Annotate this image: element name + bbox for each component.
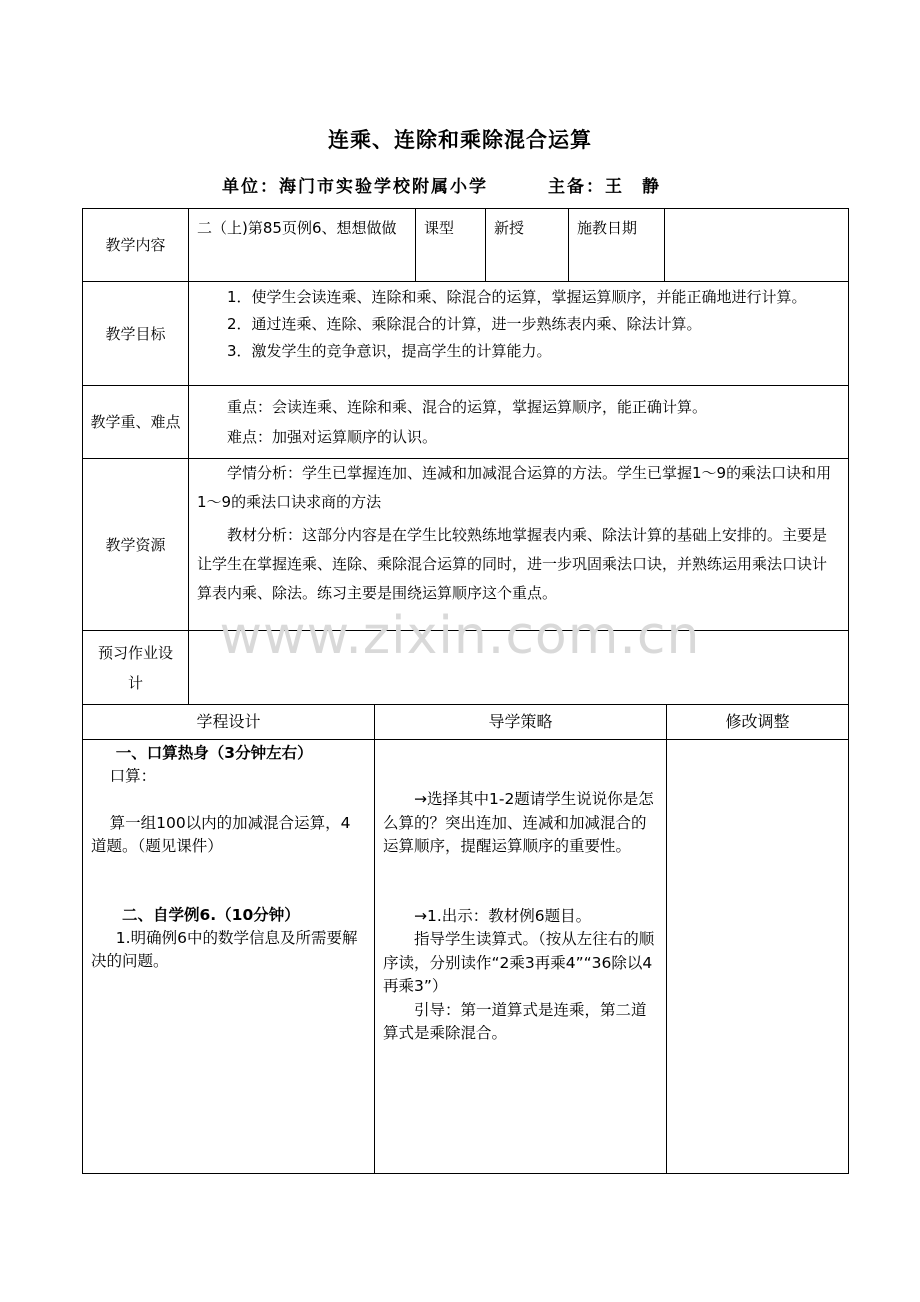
preparer-label: 主备：王 [548,177,624,197]
student-analysis: 学情分析：学生已掌握连加、连减和加减混合运算的方法。学生已掌握1～9的乘法口诀和用1～9的乘法口诀求商的方法 [197,464,832,511]
header-strategy: 导学策略 [375,705,667,740]
key-points-content [189,386,849,459]
strategy-1: →选择其中1-2题请学生说说你是怎么算的？突出连加、连减和加减混合的运算顺序，提醒运算顺序的重要性。 [383,790,654,855]
header-design: 学程设计 [83,705,375,740]
strategy-4: 引导：第一道算式是连乘，第二道算式是乘除混合。 [383,1000,647,1042]
strategy-3: 指导学生读算式。（按从左往右的顺序读，分别读作“2乘3再乘4”“36除以4再乘3”） [383,930,655,995]
strategy-column [375,740,667,1174]
resources-content [189,459,849,631]
section2-text: 1.明确例6中的数学信息及所需要解决的问题。 [91,929,358,970]
header-adjust: 修改调整 [667,705,849,740]
focus-text: 重点：会读连乘、连除和乘、混合的运算，掌握运算顺序，能正确计算。 [227,398,708,416]
preparer-name: 静 [642,177,661,197]
objectives-content [189,282,849,386]
section1-title: 一、口算热身（3分钟左右） [115,744,313,762]
strategy-2: →1.出示：教材例6题目。 [414,906,592,925]
objective-item: 1．使学生会读连乘、连除和乘、除混合的运算，掌握运算顺序，并能正确地进行计算。 [227,288,807,306]
objective-item: 2．通过连乘、连除、乘除混合的计算，进一步熟练表内乘、除法计算。 [227,315,702,333]
document-title: 连乘、连除和乘除混合运算 [328,128,592,152]
date-label: 施教日期 [569,209,665,282]
type-value: 新授 [486,209,569,282]
objectives-label: 教学目标 [83,282,189,386]
content-label: 教学内容 [83,209,189,282]
section1-sub: 口算： [109,767,157,785]
content-value: 二（上)第85页例6、想想做做 [189,209,416,282]
preview-label: 预习作业设计 [83,631,189,705]
type-label: 课型 [416,209,486,282]
difficulty-text: 难点：加强对运算顺序的认识。 [227,428,438,446]
date-value [665,209,849,282]
key-points-label: 教学重、难点 [83,386,189,459]
objective-item: 3．激发学生的竞争意识，提高学生的计算能力。 [227,342,552,360]
watermark: www.zixin.com.cn [219,606,701,666]
adjust-column [667,740,849,1174]
process-table [82,704,849,1174]
unit-text: 单位：海门市实验学校附属小学 [222,177,488,197]
section1-text: 算一组100以内的加减混合运算，4道题。（题见课件） [91,814,351,855]
document-subtitle [222,172,661,197]
resources-label: 教学资源 [83,459,189,631]
design-column [83,740,375,1174]
section2-title: 二、自学例6.（10分钟） [122,906,300,924]
material-analysis: 教材分析：这部分内容是在学生比较熟练地掌握表内乘、除法计算的基础上安排的。主要是让学生在掌握连乘、连除、乘除混合运算的同时，进一步巩固乘法口诀，并熟练运用乘法口诀计算表内乘、除法。练习主要是围绕运算顺序这个重点。 [197,526,828,602]
